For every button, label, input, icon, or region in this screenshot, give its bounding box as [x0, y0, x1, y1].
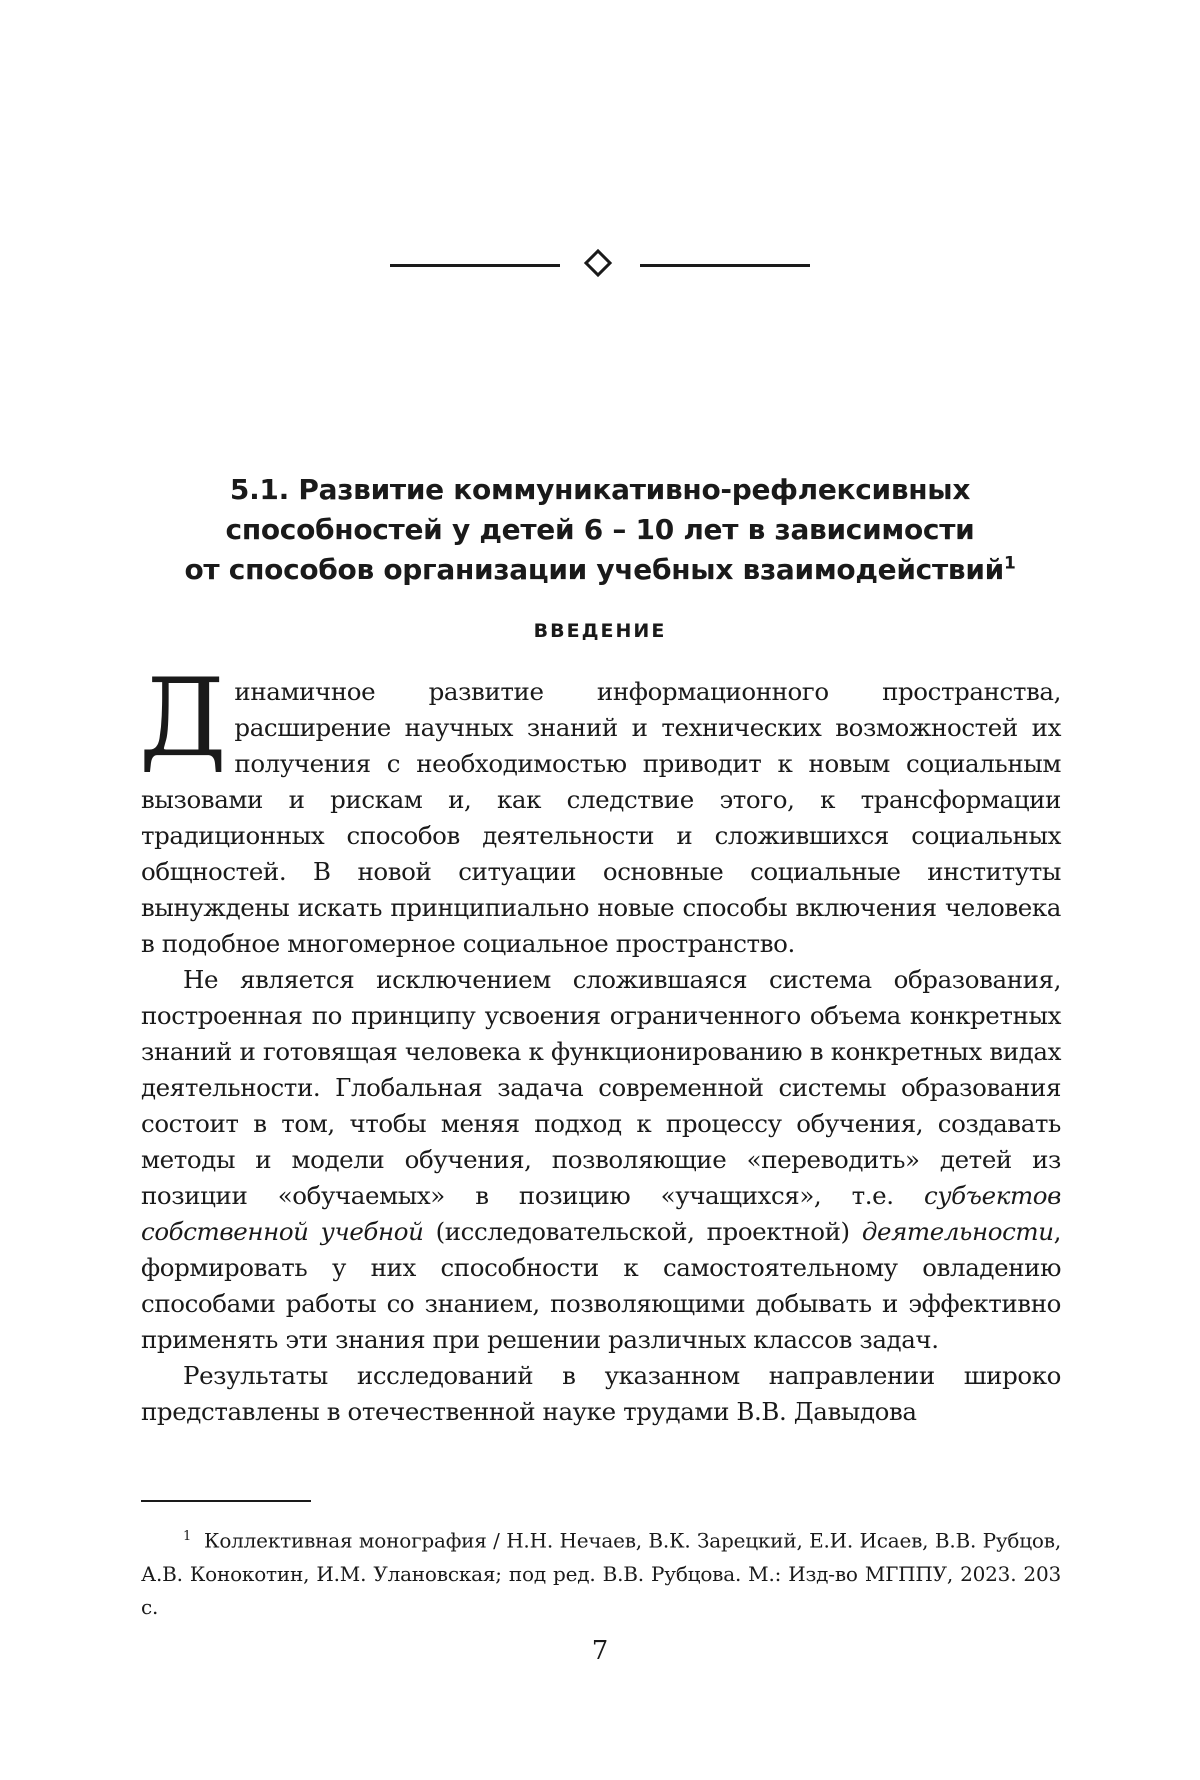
- body-text: [139, 656, 1061, 1430]
- title-line-1: 5.1. Развитие коммуникативно-рефлексивных: [229, 473, 971, 506]
- page-number: 7: [591, 1636, 609, 1666]
- title-line-3-text: от способов организации учебных взаимодействий: [184, 553, 1004, 586]
- paragraph-2-text-c: , формировать у них способности к самостоятельному овладению способами работы со знанием, позволяющими добывать и эффективно применять эти знания при решении различных классов задач.: [141, 1217, 1061, 1354]
- section-ornament: [390, 249, 810, 281]
- footnote-paragraph: [141, 1520, 1061, 1624]
- footnote-text: Коллективная монография / Н.Н. Нечаев, В.К. Зарецкий, Е.И. Исаев, В.В. Рубцов, А.В. Конокотин, И.М. Улановская; под ред. В.В. Рубцова. М.: Изд-во МГППУ, 2023. 203 с.: [141, 1528, 1061, 1619]
- paragraph-2-text-a: Не является исключением сложившаяся система образования, построенная по принципу усвоения ограниченного объема конкретных знаний и готовящая человека к функционированию в конкретных видах деятельности. Глобальная задача современной системы образования состоит в том, чтобы меняя подход к процессу обучения, создавать методы и модели обучения, позволяющие «переводить» детей из позиции «обучаемых» в позицию «учащихся», т.е.: [141, 965, 1061, 1210]
- paragraph-1: [139, 656, 1061, 962]
- ornament-line-right: [640, 264, 810, 267]
- ornament-line-left: [390, 264, 560, 267]
- paragraph-3: Результаты исследований в указанном направлении широко представлены в отечественной науке трудами В.В. Давыдова: [141, 1361, 1061, 1426]
- paragraph-2-emphasis-b: деятельности: [861, 1217, 1054, 1246]
- footnote-divider: [141, 1500, 311, 1502]
- footnote-marker: 1: [183, 1529, 192, 1544]
- paragraph-2-emphasis-a: субъектов собственной учебной: [141, 1181, 1061, 1246]
- paragraph-2-text-b: (исследовательской, проектной): [423, 1217, 862, 1246]
- footnote-reference[interactable]: 1: [1003, 553, 1016, 574]
- paragraph-1-text: инамичное развитие информационного пространства, расширение научных знаний и технических возможностей их получения с необходимостью приводит к новым социальным вызовами и рискам и, как следствие этого, к трансформации традиционных способов деятельности и сложившихся социальных общностей. В новой ситуации основные социальные институты вынуждены искать принципиально новые способы включения человека в подобное многомерное социальное пространство.: [141, 677, 1061, 958]
- drop-cap: Д: [139, 656, 227, 781]
- chapter-title: [120, 470, 1080, 590]
- diamond-icon: [584, 249, 612, 277]
- title-line-3: [120, 550, 1080, 590]
- paragraph-2: [141, 962, 1061, 1358]
- footnote: [141, 1520, 1061, 1624]
- section-subtitle: ВВЕДЕНИЕ: [533, 620, 667, 642]
- title-line-2: способностей у детей 6 – 10 лет в зависимости: [225, 513, 975, 546]
